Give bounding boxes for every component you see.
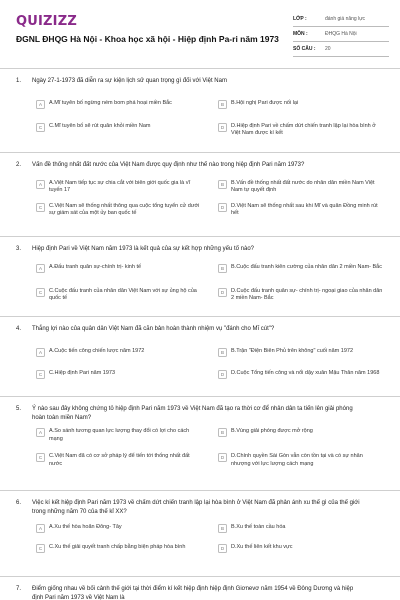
meta-value: ĐHQG Hà Nội [325, 31, 357, 37]
option-text: B.Trận "Điện Biên Phủ trên không" cuối năm 1972 [231, 347, 354, 354]
option-letter-badge: D [218, 288, 227, 297]
question-text: Điểm giống nhau về bối cảnh thế giới tại thời điểm kí kết hiệp định hiệp định Giơnevơ năm 1954 về Đông Dương và hiệp định Pari năm 1973 về Việt Nam là [32, 586, 354, 600]
option-letter-badge: D [218, 203, 227, 212]
option-letter-badge: A [36, 524, 45, 533]
option-letter-badge: B [218, 180, 227, 189]
option-text: D.Cuộc Tổng tiến công và nổi dậy xuân Mậu Thân năm 1968 [231, 369, 380, 376]
answer-option[interactable] [36, 544, 218, 561]
option-text: B.Cuộc đấu tranh kiên cường của nhân dân 2 miền Nam- Bắc [231, 263, 382, 270]
option-letter-badge: A [36, 180, 45, 189]
option-letter-badge: C [36, 203, 45, 212]
option-letter-badge: D [218, 544, 227, 553]
answer-option[interactable] [36, 453, 218, 470]
question-number: 3. [16, 246, 22, 252]
question-text: Hiệp định Pari về Việt Nam năm 1973 là kết quả của sự kết hợp những yếu tố nào? [32, 246, 254, 252]
question-number: 1. [16, 78, 22, 84]
option-letter-badge: C [36, 370, 45, 379]
answer-option[interactable] [36, 264, 218, 288]
meta-label: SỐ CÂU : [293, 46, 316, 52]
answer-option[interactable] [36, 180, 218, 203]
option-text: A.Cuộc tiến công chiến lược năm 1972 [49, 347, 145, 354]
answer-option[interactable] [218, 524, 400, 544]
answer-options [36, 100, 384, 140]
answer-option[interactable] [36, 288, 218, 305]
answer-option[interactable] [36, 524, 218, 544]
question-item [0, 396, 400, 490]
question-item [0, 152, 400, 236]
meta-value: đánh giá năng lực [325, 16, 366, 22]
option-letter-badge: A [36, 428, 45, 437]
question-number: 7. [16, 586, 22, 592]
option-text: D.Cuộc đấu tranh quân sự- chính trị- ngoại giao của nhân dân 2 miền Nam- Bắc [231, 287, 383, 301]
option-text: D.Xu thế liên kết khu vực [231, 544, 293, 550]
answer-option[interactable] [218, 428, 400, 453]
worksheet-title: ĐGNL ĐHQG Hà Nội - Khoa học xã hội - Hiệp định Pa-ri năm 1973 [16, 34, 279, 44]
question-number: 6. [16, 500, 22, 506]
option-letter-badge: D [218, 370, 227, 379]
option-text: A.Xu thế hòa hoãn Đông- Tây [49, 524, 122, 530]
option-text: C.Hiệp định Pari năm 1973 [49, 369, 116, 376]
option-letter-badge: B [218, 348, 227, 357]
option-letter-badge: C [36, 544, 45, 553]
answer-option[interactable] [36, 100, 218, 123]
question-text: Ý nào sau đây không chứng tỏ hiệp định Pari năm 1973 về Việt Nam đã tạo ra thời cơ để nhân dân ta tiến lên giải phóng hoàn toàn miền Nam? [32, 406, 353, 421]
option-text: D.Hiệp định Pari về chấm dứt chiến tranh lập lại hòa bình ở Việt Nam được kí kết [231, 122, 376, 136]
answer-option[interactable] [36, 428, 218, 453]
option-text: C.Việt Nam sẽ thống nhất thông qua cuộc tổng tuyển cử dưới sự giám sát của một ủy ban quốc tế [49, 202, 200, 216]
answer-option[interactable] [218, 453, 400, 470]
answer-options [36, 524, 384, 561]
meta-row-question-count [293, 42, 389, 57]
question-text: Thắng lợi nào của quân dân Việt Nam đã căn bản hoàn thành nhiệm vụ "đánh cho Mĩ cút"? [32, 326, 275, 332]
question-number: 4. [16, 326, 22, 332]
meta-row-subject [293, 27, 389, 42]
option-text: B.Vấn đề thống nhất đất nước do nhân dân miền Nam Việt Nam tự quyết định [231, 179, 375, 193]
option-letter-badge: D [218, 453, 227, 462]
question-item [0, 68, 400, 152]
option-text: A.Việt Nam tiếp tục sự chia cắt với biên giới quốc gia là vĩ tuyến 17 [49, 179, 191, 193]
answer-option[interactable] [36, 123, 218, 140]
option-text: C.Xu thế giải quyết tranh chấp bằng biện pháp hòa bình [49, 544, 186, 550]
meta-label: LỚP : [293, 16, 307, 22]
option-text: A.Đấu tranh quân sự-chính trị- kinh tế [49, 263, 142, 270]
option-text: A.So sánh tương quan lực lượng thay đổi có lợi cho cách mạng [49, 428, 190, 442]
answer-option[interactable] [218, 100, 400, 123]
option-letter-badge: B [218, 524, 227, 533]
quizizz-logo: QUIZIZZ [16, 14, 77, 29]
answer-option[interactable] [218, 370, 400, 387]
option-text: B.Xu thế toàn cầu hóa [231, 524, 286, 530]
meta-row-class [293, 12, 389, 27]
answer-option[interactable] [218, 123, 400, 140]
option-text: B.Vùng giải phóng được mở rộng [231, 428, 313, 434]
option-letter-badge: C [36, 288, 45, 297]
worksheet-header [0, 0, 400, 66]
question-number: 2. [16, 162, 22, 168]
question-list [0, 68, 400, 600]
option-text: C.Việt Nam đã có cơ sở pháp lý để tiến tới thống nhất đất nước [49, 453, 190, 467]
option-letter-badge: D [218, 123, 227, 132]
answer-options [36, 180, 384, 220]
question-item [0, 236, 400, 316]
option-text: C.Cuộc đấu tranh của nhân dân Việt Nam với sự ủng hộ của quốc tế [49, 287, 197, 301]
meta-label: MÔN : [293, 31, 308, 37]
meta-value: 20 [325, 46, 331, 52]
option-letter-badge: B [218, 100, 227, 109]
option-text: C.Mĩ tuyên bố sẽ rút quân khỏi miền Nam [49, 122, 151, 129]
answer-option[interactable] [218, 264, 400, 288]
option-letter-badge: A [36, 348, 45, 357]
answer-option[interactable] [218, 544, 400, 561]
question-item [0, 490, 400, 576]
answer-options [36, 428, 384, 470]
question-number: 5. [16, 406, 22, 412]
question-text: Vấn đề thống nhất đất nước của Việt Nam được quy định như thế nào trong hiệp định Pari năm 1973? [32, 162, 305, 168]
answer-option[interactable] [36, 203, 218, 220]
question-item [0, 576, 400, 600]
option-letter-badge: B [218, 428, 227, 437]
option-letter-badge: C [36, 453, 45, 462]
option-text: D.Việt Nam sẽ thống nhất sau khi Mĩ và quân Đồng minh rút hết [231, 202, 378, 216]
answer-option[interactable] [218, 203, 400, 220]
question-item [0, 316, 400, 396]
option-text: D.Chính quyền Sài Gòn vẫn còn tồn tại và có sự nhân nhượng với lực lượng cách mạng [231, 453, 363, 467]
answer-options [36, 264, 384, 305]
answer-options [36, 348, 384, 387]
option-letter-badge: A [36, 100, 45, 109]
question-text: Ngày 27-1-1973 đã diễn ra sự kiện lịch sử quan trọng gì đối với Việt Nam [32, 78, 227, 84]
answer-option[interactable] [36, 370, 218, 387]
answer-option[interactable] [218, 348, 400, 370]
question-text: Việc kí kết hiệp định Pari năm 1973 về chấm dứt chiến tranh lập lại hòa bình ở Việt Nam đã phản ánh xu thế gì của thế giới trong những năm 70 của thế kỉ XX? [32, 500, 360, 515]
answer-option[interactable] [218, 180, 400, 203]
option-letter-badge: C [36, 123, 45, 132]
option-letter-badge: B [218, 264, 227, 273]
option-letter-badge: A [36, 264, 45, 273]
worksheet-meta [293, 12, 389, 57]
option-text: B.Hội nghị Pari được nối lại [231, 99, 299, 106]
option-text: A.Mĩ tuyên bố ngừng ném bom phá hoại miền Bắc [49, 99, 172, 106]
answer-option[interactable] [36, 348, 218, 370]
answer-option[interactable] [218, 288, 400, 305]
